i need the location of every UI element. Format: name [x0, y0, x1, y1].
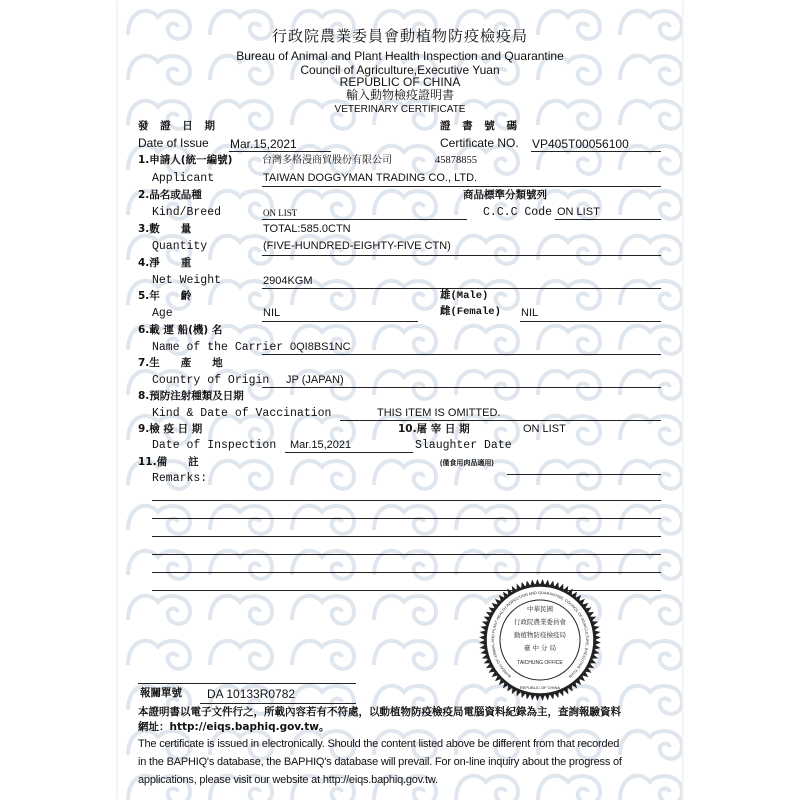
watermark-swirl — [620, 191, 682, 219]
origin-value: JP (JAPAN) — [286, 374, 344, 386]
watermark-swirl — [374, 596, 436, 624]
watermark-swirl — [374, 191, 436, 219]
watermark-swirl — [210, 11, 272, 39]
origin-label: Country of Origin — [152, 374, 270, 387]
footer-cn-line2: 網址：http://eiqs.baphiq.gov.tw。 — [138, 721, 330, 733]
watermark-swirl — [210, 461, 272, 489]
origin-label-cn: 7.生 產 地 — [138, 357, 223, 369]
watermark-swirl — [374, 281, 436, 309]
watermark-swirl — [292, 461, 354, 489]
weight-value: 2904KGM — [263, 275, 313, 287]
cert-no-value: VP405T00056100 — [532, 137, 629, 151]
watermark-swirl — [620, 371, 682, 399]
age-value: NIL — [263, 307, 281, 319]
watermark-swirl — [620, 56, 682, 84]
applicant-label-cn: 1.申請人(統一編號) — [138, 154, 233, 166]
watermark-swirl — [456, 236, 518, 264]
watermark-swirl — [538, 506, 600, 534]
cert-no-label: Certificate NO. — [440, 136, 519, 150]
watermark-swirl — [456, 506, 518, 534]
watermark-swirl — [620, 596, 682, 624]
watermark-swirl — [620, 101, 682, 129]
ccc-label: C.C.C Code — [483, 206, 553, 219]
footer-cn-line1: 本證明書以電子文件行之，所載內容若有不符處，以動植物防疫檢疫局電腦資料紀錄為主，查詢報驗資料 — [138, 706, 621, 718]
seal-line: 動植物防疫檢疫局 — [514, 631, 566, 639]
weight-label: Net Weight — [152, 274, 222, 287]
watermark-swirl — [374, 371, 436, 399]
bureau-name: Bureau of Animal and Plant Health Inspection and Quarantine — [236, 49, 564, 63]
slaughter-label: Slaughter Date — [415, 439, 512, 452]
quantity-label-cn: 3.數 量 — [138, 223, 192, 235]
country-name: REPUBLIC OF CHINA — [339, 75, 461, 89]
watermark-swirl — [620, 146, 682, 174]
cert-title-en: VETERINARY CERTIFICATE — [334, 104, 466, 115]
inspection-label: Date of Inspection — [152, 439, 277, 452]
applicant-label: Applicant — [152, 172, 215, 185]
female-label: 雌(Female) — [440, 306, 501, 318]
cert-no-label-cn: 證 書 號 碼 — [440, 120, 521, 132]
remarks-line — [152, 500, 661, 501]
watermark-swirl — [210, 596, 272, 624]
footer-en-line2: in the BAPHIQ's database, the BAPHIQ's database will prevail. For on-line inquiry about the progress of — [138, 756, 622, 768]
watermark-swirl — [210, 506, 272, 534]
watermark-swirl — [456, 776, 518, 800]
seal-ring-text: BUREAU OF ANIMAL AND PLANT HEALTH INSPECTION AND QUARANTINE, COUNCIL OF AGRICULTURE, EXECUTIVE YUAN — [490, 590, 590, 679]
watermark-swirl — [620, 326, 682, 354]
issue-date-value: Mar.15,2021 — [230, 137, 297, 151]
watermark-swirl — [620, 641, 682, 669]
vaccination-value: THIS ITEM IS OMITTED. — [377, 407, 501, 419]
watermark-swirl — [210, 101, 272, 129]
watermark-swirl — [620, 506, 682, 534]
age-label: Age — [152, 307, 173, 320]
ccc-label-cn: 商品標準分類號列 — [463, 189, 547, 201]
watermark-swirl — [538, 101, 600, 129]
seal-line: 行政院農業委員會 — [514, 618, 566, 626]
customs-label-cn: 報關單號 — [140, 687, 182, 699]
kind-value: ON LIST — [263, 208, 298, 218]
watermark-swirl — [128, 56, 190, 84]
watermark-swirl — [538, 326, 600, 354]
watermark-swirl — [128, 641, 190, 669]
remarks-line — [152, 518, 661, 519]
male-label: 雄(Male) — [440, 290, 489, 302]
kind-label-cn: 2.品名或品種 — [138, 189, 202, 201]
customs-value: DA 10133R0782 — [207, 687, 296, 701]
carrier-value: 0QI8BS1NC — [290, 341, 351, 353]
seal-country: REPUBLIC OF CHINA — [519, 685, 561, 690]
footer-en-line3: applications, please visit our website at http://eiqs.baphiq.gov.tw. — [138, 774, 438, 786]
watermark-swirl — [374, 641, 436, 669]
watermark-swirl — [620, 236, 682, 264]
watermark-swirl — [620, 11, 682, 39]
watermark-swirl — [456, 326, 518, 354]
carrier-label-cn: 6.載 運 船(機) 名 — [138, 324, 223, 336]
inspection-label-cn: 9.檢 疫 日 期 — [138, 423, 203, 435]
slaughter-label-cn: 10.屠 宰 日 期 — [398, 423, 470, 435]
quantity-value-total: TOTAL:585.0CTN — [263, 223, 351, 235]
watermark-swirl — [374, 461, 436, 489]
footer-en-line1: The certificate is issued in electronically. Should the content listed above be different from that recorded — [138, 738, 620, 750]
remarks-label: Remarks: — [152, 472, 208, 485]
watermark-swirl — [538, 11, 600, 39]
watermark-swirl — [620, 281, 682, 309]
watermark-swirl — [538, 236, 600, 264]
watermark-swirl — [128, 596, 190, 624]
age-label-cn: 5.年 齡 — [138, 290, 192, 302]
remarks-line — [152, 572, 661, 573]
watermark-swirl — [128, 11, 190, 39]
watermark-swirl — [210, 641, 272, 669]
watermark-swirl — [292, 506, 354, 534]
watermark-swirl — [292, 596, 354, 624]
watermark-swirl — [292, 191, 354, 219]
council-name: Council of Agriculture,Executive Yuan — [300, 63, 500, 77]
slaughter-value: ON LIST — [523, 423, 566, 435]
watermark-swirl — [620, 776, 682, 800]
watermark-swirl — [292, 641, 354, 669]
issue-label-cn: 發 證 日 期 — [138, 120, 219, 132]
carrier-label: Name of the Carrier — [152, 341, 284, 354]
applicant-tax-id: 45878855 — [435, 155, 477, 166]
quantity-label: Quantity — [152, 240, 208, 253]
slaughter-note: (僅食用肉品適用) — [440, 460, 494, 467]
watermark-swirl — [538, 776, 600, 800]
remarks-line — [152, 536, 661, 537]
vaccination-label: Kind & Date of Vaccination — [152, 407, 332, 420]
watermark-swirl — [538, 371, 600, 399]
cert-title-cn: 輸入動物檢疫證明書 — [345, 88, 455, 102]
remarks-label-cn: 11.備 註 — [138, 456, 199, 468]
applicant-value: TAIWAN DOGGYMAN TRADING CO., LTD. — [263, 172, 478, 184]
issue-label: Date of Issue — [138, 136, 209, 150]
watermark-swirl — [128, 506, 190, 534]
watermark-swirl — [374, 506, 436, 534]
sex-value: NIL — [521, 307, 539, 319]
weight-label-cn: 4.淨 重 — [138, 257, 192, 269]
official-seal — [478, 578, 602, 702]
applicant-name-cn: 台灣多格漫商貿股份有限公司 — [262, 155, 392, 166]
seal-office: TAICHUNG OFFICE — [517, 660, 563, 666]
vaccination-label-cn: 8.預防注射種類及日期 — [138, 390, 244, 402]
watermark-swirl — [456, 371, 518, 399]
remarks-line — [152, 554, 661, 555]
watermark-swirl — [620, 731, 682, 759]
quantity-value-words: (FIVE-HUNDRED-EIGHTY-FIVE CTN) — [263, 240, 451, 252]
watermark-swirl — [620, 686, 682, 714]
agency-title-cn: 行政院農業委員會動植物防疫檢疫局 — [271, 27, 529, 45]
watermark-swirl — [374, 326, 436, 354]
seal-line: 中華民國 — [527, 605, 553, 613]
inspection-value: Mar.15,2021 — [290, 439, 352, 451]
ccc-value: ON LIST — [557, 206, 600, 218]
kind-label: Kind/Breed — [152, 206, 222, 219]
watermark-swirl — [538, 281, 600, 309]
seal-line: 臺 中 分 局 — [523, 644, 557, 652]
